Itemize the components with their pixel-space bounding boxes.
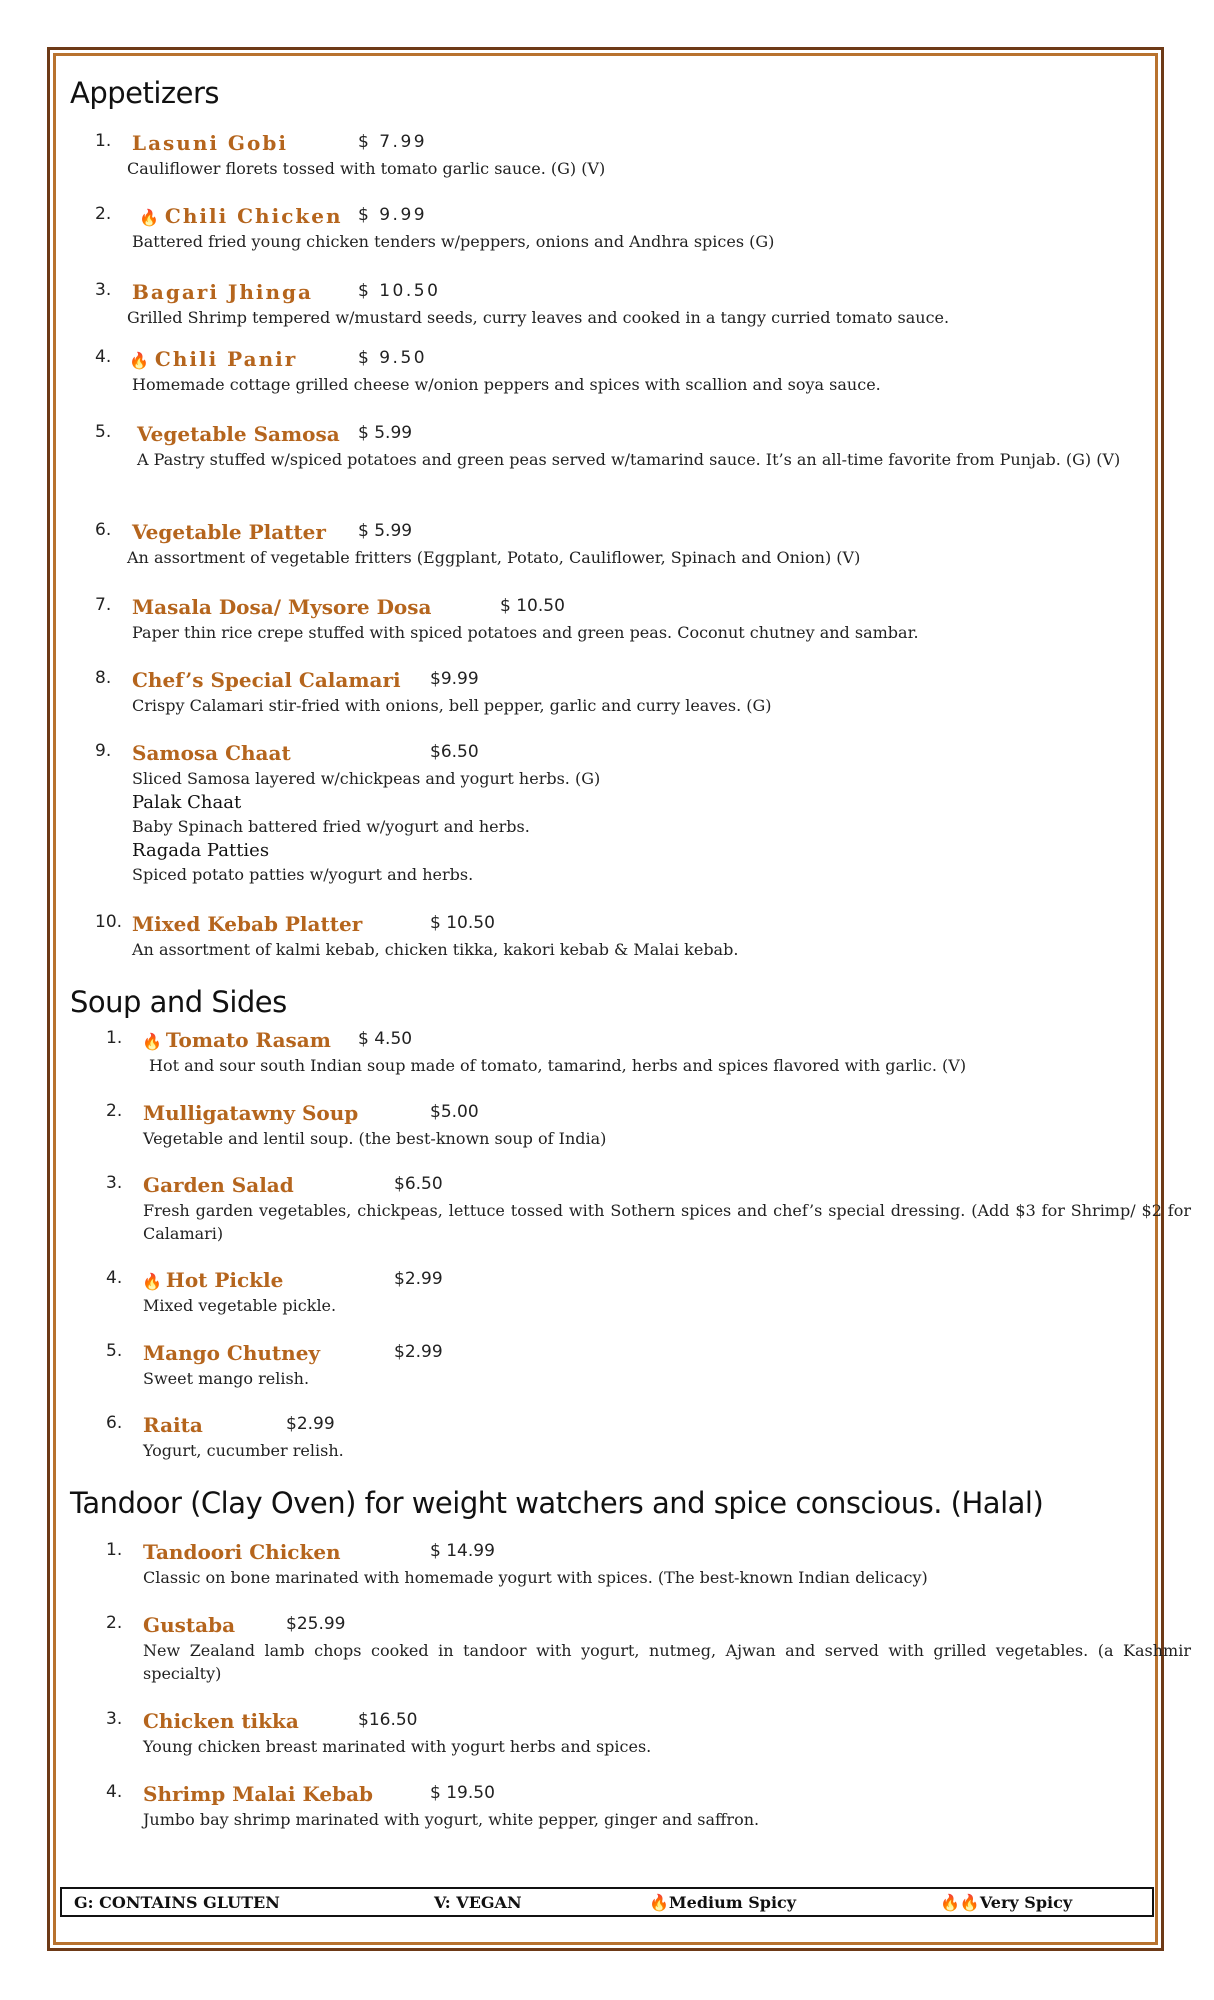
legend-vegan: V: VEGAN xyxy=(434,1893,522,1912)
legend-gluten: G: CONTAINS GLUTEN xyxy=(74,1893,280,1912)
item-number: 7. xyxy=(95,595,112,615)
item-price: $ 10.50 xyxy=(500,596,565,616)
item-name: Garden Salad xyxy=(143,1173,294,1197)
item-price: $ 19.50 xyxy=(430,1783,495,1803)
item-number: 10. xyxy=(95,912,123,932)
item-price: $25.99 xyxy=(286,1614,346,1634)
item-number: 2. xyxy=(106,1101,123,1121)
item-number: 8. xyxy=(95,668,112,688)
item-number: 2. xyxy=(106,1613,123,1633)
item-number: 3. xyxy=(106,1709,123,1729)
menu-item xyxy=(95,912,1154,961)
sub-item-name: Ragada Patties xyxy=(132,840,270,861)
item-description: Hot and sour south Indian soup made of tomato, tamarind, herbs and spices flavored with garlic. (V) xyxy=(149,1056,967,1075)
item-name: Gustaba xyxy=(143,1613,236,1637)
item-name: Samosa Chaat xyxy=(132,741,291,765)
item-description: Homemade cottage grilled cheese w/onion peppers and spices with scallion and soya sauce. xyxy=(132,375,881,394)
item-name: Chef’s Special Calamari xyxy=(132,668,401,692)
menu-item xyxy=(95,595,1154,644)
item-name: Chicken tikka xyxy=(143,1709,299,1733)
item-name: Raita xyxy=(143,1413,203,1437)
item-description: Young chicken breast marinated with yogurt herbs and spices. xyxy=(143,1737,652,1756)
item-description: An assortment of vegetable fritters (Eggplant, Potato, Cauliflower, Spinach and Onion) (V) xyxy=(127,548,861,567)
item-number: 5. xyxy=(95,422,112,442)
item-number: 3. xyxy=(95,280,112,300)
item-description: Classic on bone marinated with homemade yogurt with spices. (The best-known Indian delicacy) xyxy=(143,1568,928,1587)
legend-bar xyxy=(60,1887,1154,1917)
item-name: Bagari Jhinga xyxy=(132,280,313,304)
item-price: $16.50 xyxy=(358,1710,418,1730)
item-price: $2.99 xyxy=(394,1342,443,1362)
item-description: An assortment of kalmi kebab, chicken tikka, kakori kebab & Malai kebab. xyxy=(132,940,739,959)
item-description: Jumbo bay shrimp marinated with yogurt, white pepper, ginger and saffron. xyxy=(143,1810,760,1829)
section-title-tandoor: Tandoor (Clay Oven) for weight watchers and spice conscious. (Halal) xyxy=(70,1486,1044,1520)
item-name: Tandoori Chicken xyxy=(143,1540,341,1564)
section-title-appetizers: Appetizers xyxy=(70,76,220,110)
item-number: 2. xyxy=(95,204,112,224)
menu-item xyxy=(95,204,1154,253)
menu-item xyxy=(106,1709,1154,1758)
item-number: 5. xyxy=(106,1341,123,1361)
item-price: $ 4.50 xyxy=(358,1029,413,1049)
item-description: Cauliflower florets tossed with tomato garlic sauce. (G) (V) xyxy=(127,159,606,178)
item-description: New Zealand lamb chops cooked in tandoor with yogurt, nutmeg, Ajwan and served with grilled vegetables. (a Kashmir specialty) xyxy=(143,1641,1191,1683)
section-title-soup-and-sides: Soup and Sides xyxy=(70,985,287,1019)
sub-item-name: Palak Chaat xyxy=(132,792,242,813)
item-name: Mulligatawny Soup xyxy=(143,1101,359,1125)
item-number: 1. xyxy=(95,131,112,151)
item-price: $ 7.99 xyxy=(358,132,428,152)
sub-item-description: Baby Spinach battered fried w/yogurt and herbs. xyxy=(132,817,530,836)
item-name: Mango Chutney xyxy=(143,1341,321,1365)
menu-item xyxy=(95,422,1154,471)
flame-icon: 🔥 xyxy=(142,1272,162,1291)
item-price: $6.50 xyxy=(430,742,479,762)
item-price: $5.00 xyxy=(430,1102,479,1122)
item-price: $ 5.99 xyxy=(358,521,413,541)
item-number: 4. xyxy=(106,1782,123,1802)
item-name: Shrimp Malai Kebab xyxy=(143,1782,374,1806)
flame-icon: 🔥 xyxy=(649,1893,669,1912)
item-price: $ 14.99 xyxy=(430,1541,495,1561)
menu-item xyxy=(95,741,1154,886)
item-description: Mixed vegetable pickle. xyxy=(143,1296,337,1315)
flame-icon: 🔥 xyxy=(129,351,151,370)
flame-icon: 🔥 xyxy=(142,1032,162,1051)
item-description: A Pastry stuffed w/spiced potatoes and green peas served w/tamarind sauce. It’s an all-time favorite from Punjab. (G) (V) xyxy=(137,450,1121,469)
item-description: Paper thin rice crepe stuffed with spiced potatoes and green peas. Coconut chutney and sambar. xyxy=(132,623,919,642)
menu-item xyxy=(106,1268,1154,1317)
menu-item xyxy=(106,1540,1154,1589)
item-number: 9. xyxy=(95,741,112,761)
menu-item xyxy=(95,520,1154,569)
item-description: Sliced Samosa layered w/chickpeas and yogurt herbs. (G) xyxy=(132,769,601,788)
menu-item xyxy=(95,668,1154,717)
item-name: Hot Pickle xyxy=(165,1268,284,1292)
menu-item xyxy=(106,1101,1154,1150)
menu-item xyxy=(106,1341,1154,1390)
item-number: 4. xyxy=(95,347,112,367)
menu-item xyxy=(95,347,1154,396)
item-price: $ 5.99 xyxy=(358,423,413,443)
item-number: 3. xyxy=(106,1173,123,1193)
flame-icon: 🔥 xyxy=(139,208,161,227)
menu-item xyxy=(106,1782,1154,1831)
item-number: 6. xyxy=(106,1413,123,1433)
item-number: 4. xyxy=(106,1268,123,1288)
item-price: $ 9.50 xyxy=(358,348,428,368)
item-name: Lasuni Gobi xyxy=(132,131,288,155)
item-name: Chili Panir xyxy=(154,347,298,371)
item-price: $6.50 xyxy=(394,1174,443,1194)
menu-item xyxy=(106,1028,1154,1077)
item-description: Grilled Shrimp tempered w/mustard seeds, curry leaves and cooked in a tangy curried tomato sauce. xyxy=(127,308,950,327)
item-description: Crispy Calamari stir-fried with onions, bell pepper, garlic and curry leaves. (G) xyxy=(132,696,772,715)
item-name: Tomato Rasam xyxy=(165,1028,331,1052)
item-number: 1. xyxy=(106,1028,123,1048)
item-price: $ 10.50 xyxy=(358,281,441,301)
item-name: Vegetable Platter xyxy=(132,520,326,544)
item-name: Chili Chicken xyxy=(164,204,343,228)
item-description: Sweet mango relish. xyxy=(143,1369,310,1388)
menu-item xyxy=(106,1413,1154,1462)
item-price: $2.99 xyxy=(394,1269,443,1289)
legend-very-spicy: Very Spicy xyxy=(979,1893,1073,1912)
item-name: Mixed Kebab Platter xyxy=(132,912,363,936)
item-number: 1. xyxy=(106,1540,123,1560)
menu-item xyxy=(106,1173,1191,1245)
item-name: Vegetable Samosa xyxy=(137,422,340,446)
item-price: $9.99 xyxy=(430,669,479,689)
legend-medium-spicy: Medium Spicy xyxy=(668,1893,797,1912)
item-price: $ 10.50 xyxy=(430,913,495,933)
item-price: $2.99 xyxy=(286,1414,335,1434)
menu-item xyxy=(95,280,1154,329)
item-number: 6. xyxy=(95,520,112,540)
item-description: Fresh garden vegetables, chickpeas, lettuce tossed with Sothern spices and chef’s special dressing. (Add $3 for Shrimp/ $2 for Calamari) xyxy=(143,1201,1191,1243)
item-description: Battered fried young chicken tenders w/peppers, onions and Andhra spices (G) xyxy=(132,232,775,251)
item-price: $ 9.99 xyxy=(358,205,428,225)
menu-item xyxy=(95,131,1154,180)
menu-item xyxy=(106,1613,1191,1685)
sub-item-description: Spiced potato patties w/yogurt and herbs. xyxy=(132,865,474,884)
flame-icon: 🔥🔥 xyxy=(940,1893,980,1912)
item-description: Yogurt, cucumber relish. xyxy=(143,1441,344,1460)
item-name: Masala Dosa/ Mysore Dosa xyxy=(132,595,432,619)
item-description: Vegetable and lentil soup. (the best-known soup of India) xyxy=(143,1129,607,1148)
